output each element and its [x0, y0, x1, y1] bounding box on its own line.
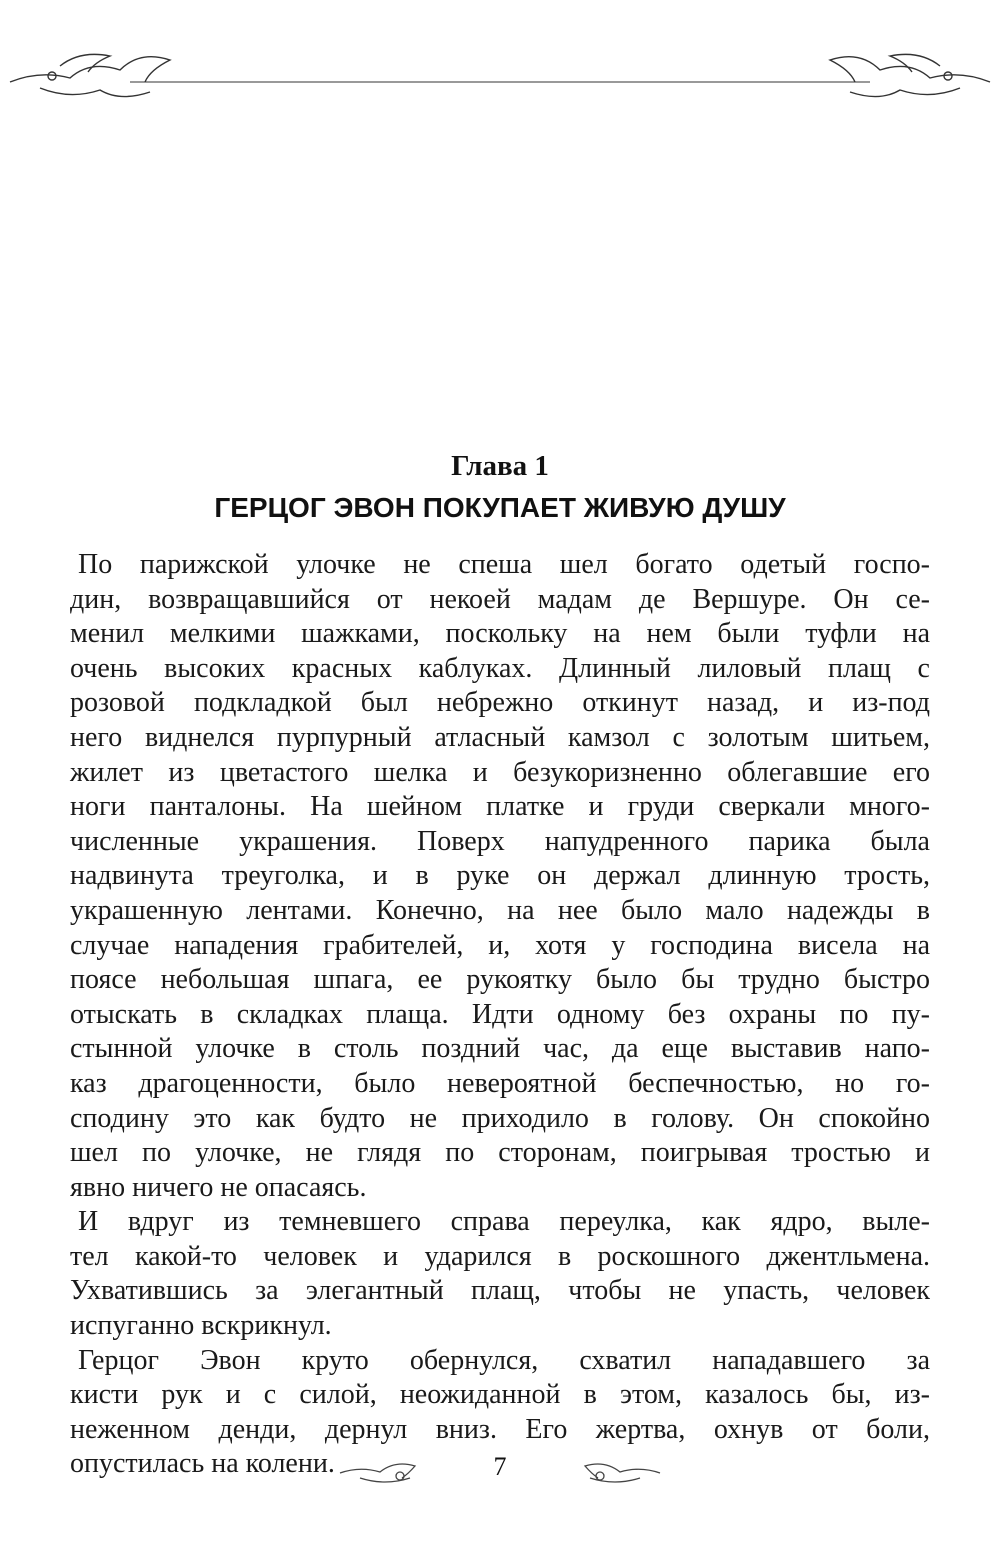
- text-line: украшенную лентами. Конечно, на нее было мало надежды в: [70, 894, 930, 926]
- text-line: По парижской улочке не спеша шел богато одетый госпо-: [78, 549, 930, 580]
- chapter-number: Глава 1: [451, 450, 549, 482]
- text-line: И вдруг из темневшего справа переулка, как ядро, выле-: [78, 1206, 930, 1238]
- text-line: тел какой-то человек и ударился в роскошного джентльмена.: [70, 1240, 930, 1272]
- text-line: жилет из цветастого шелка и безукоризненно облегавшие его: [70, 756, 930, 788]
- text-line: Ухватившись за элегантный плащ, чтобы не упасть, человек: [70, 1275, 930, 1307]
- text-line: него виднелся пурпурный атласный камзол с золотым шитьем,: [70, 721, 930, 753]
- text-line: шел по улочке, не глядя по сторонам, поигрывая тростью и: [70, 1137, 930, 1169]
- text-line: опустилась на колени.: [70, 1448, 335, 1480]
- text-line: численные украшения. Поверх напудренного парика была: [70, 825, 930, 857]
- text-line: Герцог Эвон круто обернулся, схватил нападавшего за: [78, 1344, 930, 1376]
- text-line: отыскать в складках плаща. Идти одному без охраны по пу-: [70, 998, 930, 1030]
- chapter-title: ГЕРЦОГ ЭВОН ПОКУПАЕТ ЖИВУЮ ДУШУ: [214, 492, 786, 523]
- text-line: надвинута треуголка, и в руке он держал длинную трость,: [70, 860, 930, 892]
- page-number: 7: [493, 1452, 507, 1481]
- text-line: каз драгоценности, было невероятной беспечностью, но го-: [70, 1067, 930, 1099]
- text-line: менил мелкими шажками, поскольку на нем были туфли на: [70, 618, 930, 650]
- text-line: неженном денди, дернул вниз. Его жертва, охнув от боли,: [70, 1413, 930, 1445]
- text-line: розовой подкладкой был небрежно откинут назад, и из-под: [70, 687, 930, 719]
- text-line: явно ничего не опасаясь.: [70, 1171, 367, 1203]
- text-line: ноги панталоны. На шейном платке и груди сверкали много-: [70, 791, 930, 823]
- text-line: стынной улочке в столь поздний час, да еще выставив напо-: [70, 1033, 930, 1065]
- text-line: кисти рук и с силой, неожиданной в этом, казалось бы, из-: [70, 1379, 930, 1411]
- text-line: случае нападения грабителей, и, хотя у господина висела на: [70, 929, 930, 961]
- text-line: поясе небольшая шпага, ее рукоятку было бы трудно быстро: [70, 964, 930, 996]
- text-line: испуганно вскрикнул.: [70, 1310, 332, 1342]
- text-line: дин, возвращавшийся от некоей мадам де Вершуре. Он се-: [70, 583, 930, 615]
- text-line: очень высоких красных каблуках. Длинный лиловый плащ с: [70, 652, 930, 684]
- chapter-body: [70, 548, 930, 1482]
- text-line: сподину это как будто не приходило в голову. Он спокойно: [70, 1102, 930, 1134]
- header-flourish-icon: [0, 30, 1000, 110]
